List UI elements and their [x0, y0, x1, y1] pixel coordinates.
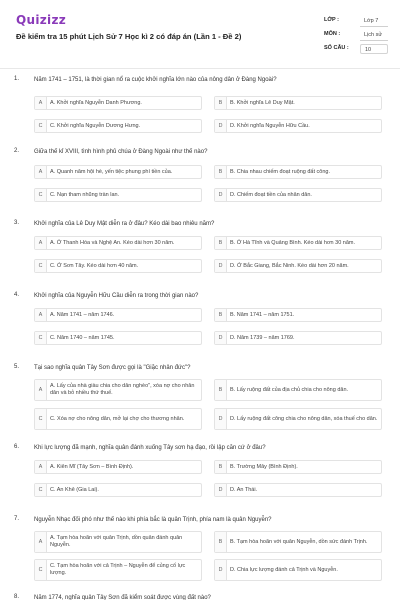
question-text: Khi lực lượng đã mạnh, nghĩa quân đánh xuống Tây sơn hạ đạo, rồi lập căn cứ ở đâu?	[34, 445, 266, 451]
option-letter: B	[215, 309, 227, 321]
option-letter: A	[35, 237, 47, 249]
option-text: B. Trường Mây (Bình Định).	[230, 463, 298, 470]
option-d[interactable]	[214, 408, 382, 430]
option-letter: B	[215, 97, 227, 109]
option-letter: C	[35, 484, 47, 496]
option-d[interactable]	[214, 119, 382, 133]
option-text: B. Khởi nghĩa Lê Duy Mật.	[230, 99, 295, 106]
option-text: C. An Khê (Gia Lai).	[50, 486, 99, 493]
option-d[interactable]	[214, 259, 382, 273]
question-text: Năm 1741 – 1751, là thời gian nổ ra cuộc khởi nghĩa lớn nào của nông dân ở Đàng Ngoài?	[34, 77, 277, 83]
question-number: 8.	[14, 594, 20, 600]
option-text: C. Khởi nghĩa Nguyễn Dương Hưng.	[50, 122, 141, 129]
question-text: Năm 1774, nghĩa quân Tây Sơn đã kiểm soát được vùng đất nào?	[34, 595, 211, 600]
question-1	[0, 76, 400, 148]
meta-count	[326, 42, 388, 56]
option-letter: D	[215, 332, 227, 344]
question-number: 2.	[14, 148, 20, 154]
option-a[interactable]	[34, 96, 202, 110]
option-letter: D	[215, 484, 227, 496]
meta-class-value: Lớp 7	[364, 18, 379, 24]
option-b[interactable]	[214, 379, 382, 401]
option-text: D. An Thái.	[230, 486, 258, 493]
question-number: 7.	[14, 516, 20, 522]
question-3	[0, 220, 400, 292]
option-a[interactable]	[34, 236, 202, 250]
option-c[interactable]	[34, 483, 202, 497]
option-letter: C	[35, 560, 47, 580]
option-a[interactable]	[34, 460, 202, 474]
option-c[interactable]	[34, 331, 202, 345]
option-text: A. Ở Thanh Hóa và Nghệ An. Kéo dài hơn 30 năm.	[50, 239, 175, 246]
option-letter: B	[215, 237, 227, 249]
option-letter: C	[35, 189, 47, 201]
option-text: C. Nạn tham nhũng tràn lan.	[50, 191, 120, 198]
option-letter: A	[35, 309, 47, 321]
option-letter: C	[35, 332, 47, 344]
option-text: B. Năm 1741 – năm 1751.	[230, 311, 295, 318]
quizizz-logo: Quizizz	[16, 13, 67, 27]
question-5	[0, 364, 400, 444]
option-text: D. Chiếm đoạt tiền của nhân dân.	[230, 191, 312, 198]
option-letter: A	[35, 532, 47, 552]
question-number: 3.	[14, 220, 20, 226]
meta-class-label: LỚP :	[324, 17, 339, 23]
option-a[interactable]	[34, 531, 202, 553]
meta-subject-label: MÔN :	[324, 31, 341, 37]
option-d[interactable]	[214, 331, 382, 345]
header-divider	[0, 68, 400, 69]
option-text: D. Chia lực lượng đánh cả Trịnh và Nguyễn.	[230, 566, 338, 573]
option-b[interactable]	[214, 236, 382, 250]
option-text: D. Lấy ruộng đất công chia cho nông dân, xóa thuế cho dân.	[230, 415, 378, 422]
option-letter: D	[215, 560, 227, 580]
option-d[interactable]	[214, 559, 382, 581]
divider	[360, 26, 388, 27]
meta-subject-value: Lịch sử	[364, 32, 383, 38]
question-text: Khởi nghĩa của Lê Duy Mật diễn ra ở đâu? Kéo dài bao nhiêu năm?	[34, 221, 215, 227]
question-2	[0, 148, 400, 220]
option-c[interactable]	[34, 188, 202, 202]
option-letter: D	[215, 260, 227, 272]
option-a[interactable]	[34, 379, 202, 401]
option-d[interactable]	[214, 188, 382, 202]
option-b[interactable]	[214, 96, 382, 110]
option-text: A. Năm 1741 – năm 1746.	[50, 311, 115, 318]
divider	[360, 40, 388, 41]
option-letter: A	[35, 97, 47, 109]
option-text: D. Năm 1739 – năm 1769.	[230, 334, 295, 341]
option-c[interactable]	[34, 559, 202, 581]
option-text: A. Kiên Mĩ (Tây Sơn – Bình Định).	[50, 463, 134, 470]
option-b[interactable]	[214, 460, 382, 474]
meta-class	[326, 14, 388, 28]
question-number: 4.	[14, 292, 20, 298]
option-letter: C	[35, 120, 47, 132]
question-list	[0, 76, 400, 600]
option-letter: A	[35, 166, 47, 178]
option-text: C. Năm 1740 – năm 1745.	[50, 334, 115, 341]
question-text: Tại sao nghĩa quân Tây Sơn được gọi là "Giặc nhân đức"?	[34, 365, 191, 371]
question-number: 1.	[14, 76, 20, 82]
question-7	[0, 516, 400, 594]
worksheet-header	[0, 0, 400, 70]
option-text: C. Ở Sơn Tây. Kéo dài hơn 40 năm.	[50, 262, 139, 269]
meta-count-value: 10	[360, 44, 388, 54]
question-number: 5.	[14, 364, 20, 370]
question-4	[0, 292, 400, 364]
option-letter: B	[215, 532, 227, 552]
option-c[interactable]	[34, 259, 202, 273]
option-text: B. Lấy ruộng đất của địa chủ chia cho nông dân.	[230, 386, 349, 393]
option-letter: D	[215, 189, 227, 201]
meta-subject	[326, 28, 388, 42]
option-text: D. Khởi nghĩa Nguyễn Hữu Cầu.	[230, 122, 310, 129]
option-d[interactable]	[214, 483, 382, 497]
worksheet-title: Đề kiểm tra 15 phút Lịch Sử 7 Học kì 2 có đáp án (Lần 1 - Đề 2)	[16, 32, 242, 41]
question-8	[0, 594, 400, 600]
option-text: A. Khởi nghĩa Nguyễn Danh Phương.	[50, 99, 142, 106]
option-text: B. Ở Hà Tĩnh và Quảng Bình. Kéo dài hơn 30 năm.	[230, 239, 356, 246]
option-letter: C	[35, 260, 47, 272]
option-b[interactable]	[214, 165, 382, 179]
option-text: D. Ở Bắc Giang, Bắc Ninh. Kéo dài hơn 20 năm.	[230, 262, 349, 269]
option-b[interactable]	[214, 308, 382, 322]
option-letter: D	[215, 409, 227, 429]
question-text: Giữa thế kỉ XVIII, tình hình phủ chúa ở Đàng Ngoài như thế nào?	[34, 149, 208, 155]
option-c[interactable]	[34, 119, 202, 133]
option-a[interactable]	[34, 308, 202, 322]
option-a[interactable]	[34, 165, 202, 179]
option-letter: A	[35, 461, 47, 473]
option-text: B. Chia nhau chiếm đoạt ruộng đất công.	[230, 168, 330, 175]
option-b[interactable]	[214, 531, 382, 553]
question-number: 6.	[14, 444, 20, 450]
option-text: A. Tạm hòa hoãn với quân Trịnh, dồn quân đánh quân Nguyễn.	[50, 535, 183, 548]
meta-count-label: SỐ CÂU :	[324, 45, 349, 51]
question-text: Nguyễn Nhạc đối phó như thế nào khi phía bắc là quân Trịnh, phía nam là quân Nguyễn?	[34, 517, 272, 523]
option-letter: C	[35, 409, 47, 429]
option-letter: B	[215, 166, 227, 178]
question-text: Khởi nghĩa của Nguyễn Hữu Cầu diễn ra trong thời gian nào?	[34, 293, 199, 299]
option-text: A. Quanh năm hội hè, yến tiệc phung phí tiền của.	[50, 168, 173, 175]
option-text: C. Xóa nợ cho nông dân, mở lại chợ cho thương nhân.	[50, 415, 185, 422]
option-letter: B	[215, 380, 227, 400]
option-letter: A	[35, 380, 47, 400]
option-text: C. Tạm hòa hoãn với cả Trịnh – Nguyễn để củng cố lực lượng.	[50, 563, 186, 576]
option-text: B. Tạm hòa hoãn với quân Nguyễn, dồn sức đánh Trịnh.	[230, 538, 368, 545]
option-c[interactable]	[34, 408, 202, 430]
option-letter: D	[215, 120, 227, 132]
option-letter: B	[215, 461, 227, 473]
option-text: A. Lấy của nhà giàu chia cho dân nghèo", xóa nợ cho nhân dân và bỏ nhiều thứ thuế.	[50, 383, 195, 396]
question-6	[0, 444, 400, 516]
